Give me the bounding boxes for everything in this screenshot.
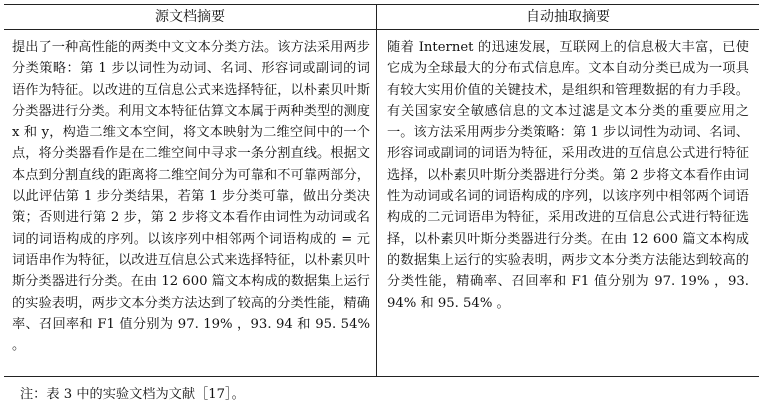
comparison-table (4, 4, 759, 377)
auto-summary-text: 随着 Internet 的迅速发展，互联网上的信息极大丰富，已使它成为全球最大的分布式信息库。文本自动分类已成为一项具有较大实用价值的关键技术，是组织和管理数据的有力手段。有关国家安全敏感信息的文本过滤是文本分类的重要应用之一。该方法采用两步分类策略：第 1 步以词性为动词、名词、形容词或副词的词语为特征，采用改进的互信息公式进行特征选择，以朴素贝叶斯分类器进行分类。第 2 步将文本看作由词性为动词或名词的词语构成的序列，以该序列中相邻两个词语构成的二元词语串为特征，采用改进的互信息公式进行特征选择，以朴素贝叶斯分类器进行分类。在由 12 600 篇文本构成的数据集上运行的实验表明，两步文本分类方法能达到较高的分类性能，精确率、召回率和 F1 值分别为 97. 19% ，93. 94% 和 95. 54% 。 (387, 40, 749, 311)
header-source-summary: 源文档摘要 (155, 9, 225, 25)
header-auto-summary: 自动抽取摘要 (526, 9, 610, 25)
table-note: 注：表 3 中的实验文档为文献［17］。 (20, 387, 245, 402)
header-rule (4, 29, 759, 30)
source-summary-text: 提出了一种高性能的两类中文文本分类方法。该方法采用两步分类策略：第 1 步以词性为动词、名词、形容词或副词的词语作为特征。以改进的互信息公式来选择特征，以朴素贝叶斯分类器进行分类。利用文本特征估算文本属于两种类型的测度 x 和 y，构造二维文本空间，将文本映射为二维空间中的一个点，将分类器看作是在二维空间中寻求一条分割直线。根据文本点到分割直线的距离将二维空间分为可靠和不可靠两部分，以此评估第 1 步分类结果，若第 1 步分类可靠，做出分类决策；否则进行第 2 步，第 2 步将文本看作由词性为动词或名词的词语构成的序列。以该序列中相邻两个词语构成的 = 元词语串作为特征，以改进互信息公式来选择特征，以朴素贝叶斯分类器进行分类。在由 12 600 篇文本构成的数据集上运行的实验表明，两步文本分类方法达到了较高的分类性能，精确率、召回率和 F1 值分别为 97. 19% ，93. 94 和 95. 54% 。 (12, 40, 370, 354)
column-divider (376, 5, 377, 376)
